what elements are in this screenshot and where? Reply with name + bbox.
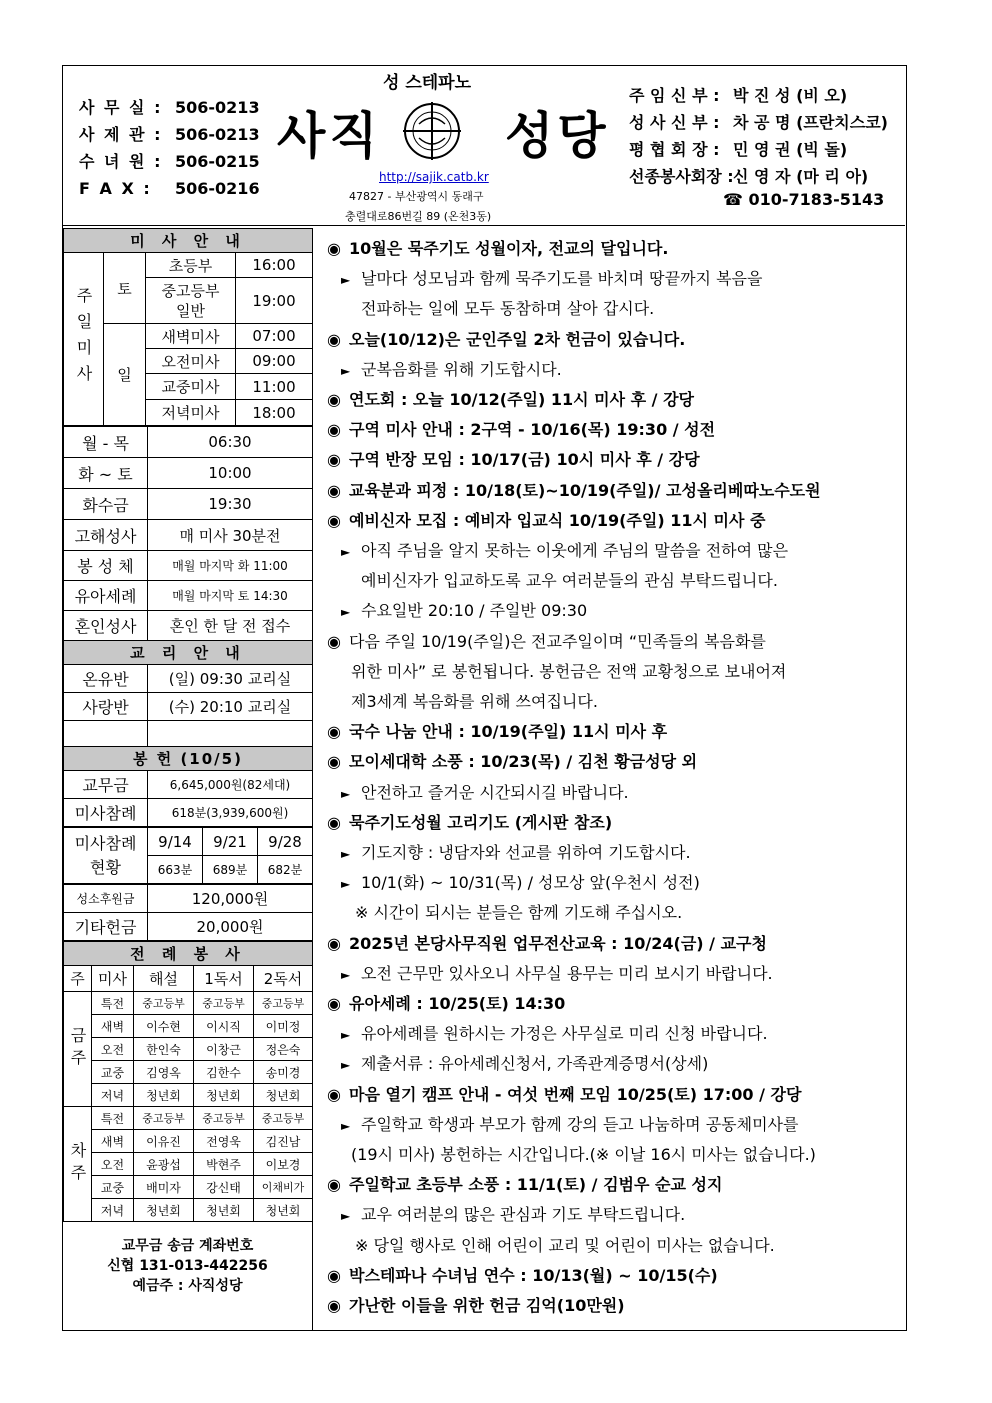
contact-list xyxy=(79,94,260,202)
arrow-icon: ► xyxy=(341,545,351,559)
schedule-time: 19:30 xyxy=(148,489,313,520)
mass-slot: 특전 xyxy=(92,1107,134,1130)
contact-row: 사 무 실 : 506-0213 xyxy=(79,98,260,117)
schedule-time: 10:00 xyxy=(148,458,313,489)
announcement-detail xyxy=(341,357,562,380)
server-name: 이창근 xyxy=(194,1038,254,1061)
announcement-text: 제3세계 복음화를 위해 쓰여집니다. xyxy=(351,692,598,711)
mass-slot: 교중 xyxy=(92,1061,134,1084)
address-line-2: 충렬대로86번길 89 (온천3동) xyxy=(345,210,492,223)
server-name: 청년회 xyxy=(254,1084,313,1107)
class-name: 사랑반 xyxy=(64,693,148,721)
announcement-item xyxy=(327,1293,625,1316)
arrow-icon: ► xyxy=(341,847,351,861)
parish-name-part2: 성당 xyxy=(505,107,610,165)
announcement-text: 10/1(화) ~ 10/31(목) / 성모상 앞(우천시 성전) xyxy=(361,873,700,893)
attendance-date: 9/14 xyxy=(148,828,203,856)
contact-row: 수 녀 원 : 506-0215 xyxy=(79,152,260,171)
server-name: 청년회 xyxy=(134,1084,194,1107)
account-title: 교무금 송금 계좌번호 xyxy=(121,1238,254,1254)
parish-name-part1: 사직 xyxy=(277,107,382,165)
liturgy-title: 전 례 봉 사 xyxy=(64,942,313,966)
schedule-name: 유아세례 xyxy=(64,581,148,611)
liturgy-header: 2독서 xyxy=(254,966,313,992)
staff-row: 성 사 신 부 : 차 공 명 (프란치스코) xyxy=(629,113,888,132)
server-name: 이채비가 xyxy=(254,1176,313,1199)
liturgy-service-table xyxy=(63,941,313,1222)
announcement-text: 국수 나눔 안내 : 10/19(주일) 11시 미사 후 xyxy=(349,722,668,742)
staff-row: 선종봉사회장 : 신 영 자 (마 리 아) xyxy=(629,167,869,186)
arrow-icon: ► xyxy=(341,273,351,288)
mass-slot: 오전 xyxy=(92,1038,134,1061)
attendance-label: 미사참례 현황 xyxy=(64,828,148,884)
server-name: 윤광섭 xyxy=(134,1153,194,1176)
announcement-item xyxy=(327,387,694,410)
server-name: 김진남 xyxy=(254,1130,313,1153)
offering-name: 교무금 xyxy=(64,771,148,799)
announcement-text: 마음 열기 캠프 안내 - 여섯 번째 모임 10/25(토) 17:00 / 강당 xyxy=(349,1084,802,1104)
mass-name: 새벽미사 xyxy=(146,324,236,349)
mass-schedule-title: 미 사 안 내 xyxy=(64,229,313,253)
bullet-icon: ◉ xyxy=(327,1296,341,1315)
bullet-icon: ◉ xyxy=(327,1265,341,1285)
announcement-text: 유아세례를 원하시는 가정은 사무실로 미리 신청 바랍니다. xyxy=(361,1024,768,1044)
announcement-detail xyxy=(341,266,762,289)
arrow-icon: ► xyxy=(341,1058,351,1073)
announcement-continuation xyxy=(351,689,598,712)
announcement-text: 오전 근무만 있사오니 사무실 용무는 미리 보시기 바랍니다. xyxy=(361,963,773,983)
class-name: 온유반 xyxy=(64,665,148,693)
offering-value: 120,000원 xyxy=(148,885,313,913)
announcement-detail xyxy=(341,1051,708,1074)
announcement-item xyxy=(327,931,767,954)
announcement-item xyxy=(327,508,765,531)
server-name: 강신태 xyxy=(194,1176,254,1199)
class-time: (수) 20:10 교리실 xyxy=(148,693,313,721)
announcement-text: 기도지향 : 냉담자와 선교를 위하여 기도합시다. xyxy=(361,843,691,862)
announcement-text: 수요일반 20:10 / 주일반 09:30 xyxy=(361,601,588,621)
staff-list xyxy=(629,82,888,190)
attendance-table xyxy=(63,827,313,884)
server-name: 중고등부 xyxy=(134,1107,194,1130)
attendance-date: 9/28 xyxy=(258,828,313,856)
account-number: 신협 131-013-442256 xyxy=(107,1258,268,1274)
announcement-text: 전파하는 일에 모두 동참하며 살아 갑시다. xyxy=(361,299,655,319)
announcement-text: 가난한 이들을 위한 헌금 김억(10만원) xyxy=(349,1296,625,1315)
offering-name: 기타헌금 xyxy=(64,913,148,941)
server-name: 청년회 xyxy=(194,1084,254,1107)
parish-name xyxy=(277,96,610,168)
bullet-icon: ◉ xyxy=(327,420,341,440)
schedule-name: 혼인성사 xyxy=(64,611,148,641)
schedule-name: 화수금 xyxy=(64,489,148,520)
announcement-text: 모이세대학 소풍 : 10/23(목) / 김천 황금성당 외 xyxy=(349,752,698,772)
arrow-icon: ► xyxy=(341,967,351,982)
announcement-item xyxy=(327,447,700,470)
mass-name: 중고등부 일반 xyxy=(146,278,236,324)
server-name: 김영옥 xyxy=(134,1061,194,1084)
announcement-text: 구역 미사 안내 : 2구역 - 10/16(목) 19:30 / 성전 xyxy=(349,420,716,440)
mass-slot: 저녁 xyxy=(92,1084,134,1107)
staff-row: 주 임 신 부 : 박 진 성 (비 오) xyxy=(629,86,848,105)
bullet-icon: ◉ xyxy=(327,752,341,772)
announcement-text: 유아세례 : 10/25(토) 14:30 xyxy=(349,994,566,1013)
liturgy-header: 1독서 xyxy=(194,966,254,992)
announcement-item xyxy=(327,810,612,833)
schedule-time: 06:30 xyxy=(148,427,313,458)
announcement-item xyxy=(327,417,715,440)
announcement-item xyxy=(327,991,565,1014)
announcement-text: 묵주기도성월 고리기도 (게시판 참조) xyxy=(349,812,613,832)
announcement-note xyxy=(355,900,682,923)
liturgy-header: 해설 xyxy=(134,966,194,992)
bullet-icon: ◉ xyxy=(327,239,341,258)
server-name: 김한수 xyxy=(194,1061,254,1084)
arrow-icon: ► xyxy=(341,786,351,801)
mass-schedule-table xyxy=(63,228,313,426)
arrow-icon: ► xyxy=(341,1028,351,1043)
announcement-text: 오늘(10/12)은 군인주일 2차 헌금이 있습니다. xyxy=(349,329,686,349)
parish-website-link[interactable]: http://sajik.catb.kr xyxy=(379,170,489,184)
contact-row: F A X : 506-0216 xyxy=(79,179,260,198)
mass-slot: 오전 xyxy=(92,1153,134,1176)
announcement-text: 다음 주일 10/19(주일)은 전교주일이며 “민족들의 복음화를 xyxy=(349,631,766,651)
announcement-text: 2025년 본당사무직원 업무전산교육 : 10/24(금) / 교구청 xyxy=(349,933,767,953)
announcement-detail xyxy=(341,961,773,984)
mass-slot: 저녁 xyxy=(92,1199,134,1222)
weekday-schedule-table xyxy=(63,426,313,827)
server-name: 이수현 xyxy=(134,1015,194,1038)
announcement-detail xyxy=(341,538,788,561)
announcement-item xyxy=(327,629,766,652)
server-name: 청년회 xyxy=(254,1199,313,1222)
announcement-text: 구역 반장 모임 : 10/17(금) 10시 미사 후 / 강당 xyxy=(349,450,700,470)
server-name: 한인숙 xyxy=(134,1038,194,1061)
attendance-date: 9/21 xyxy=(203,828,258,856)
schedule-time: 매월 마지막 화 11:00 xyxy=(148,551,313,581)
announcement-text: 제출서류 : 유아세례신청서, 가족관계증명서(상세) xyxy=(361,1054,709,1074)
mass-time: 11:00 xyxy=(236,374,313,400)
mass-time: 18:00 xyxy=(236,400,313,426)
announcement-note xyxy=(355,1233,775,1256)
announcement-detail xyxy=(341,840,691,863)
announcement-detail xyxy=(341,1021,768,1044)
contact-row: 사 제 관 : 506-0213 xyxy=(79,125,260,144)
mass-name: 교중미사 xyxy=(146,374,236,400)
announcement-continuation xyxy=(351,659,786,682)
week-label: 금주 xyxy=(64,992,92,1107)
schedule-name: 봉 성 체 xyxy=(64,551,148,581)
announcement-text: ※ 시간이 되시는 분들은 함께 기도해 주십시오. xyxy=(355,903,683,923)
server-name: 이미정 xyxy=(254,1015,313,1038)
server-name: 중고등부 xyxy=(254,992,313,1015)
announcement-item xyxy=(327,1082,801,1105)
announcement-item xyxy=(327,236,668,259)
arrow-icon: ► xyxy=(341,1118,351,1133)
schedule-name: 화 ~ 토 xyxy=(64,458,148,489)
parish-subtitle: 성 스테파노 xyxy=(383,73,472,93)
mass-slot: 교중 xyxy=(92,1176,134,1199)
mass-slot: 새벽 xyxy=(92,1015,134,1038)
server-name: 청년회 xyxy=(194,1199,254,1222)
empty-cell xyxy=(64,721,148,747)
schedule-time: 혼인 한 달 전 접수 xyxy=(148,611,313,641)
server-name: 배미자 xyxy=(134,1176,194,1199)
announcement-text: 박스테파나 수녀님 연수 : 10/13(월) ~ 10/15(수) xyxy=(349,1265,718,1285)
announcement-detail xyxy=(341,780,629,803)
schedule-time: 매 미사 30분전 xyxy=(148,520,313,551)
cross-logo-icon xyxy=(401,100,463,162)
mass-time: 16:00 xyxy=(236,253,313,278)
bullet-icon: ◉ xyxy=(327,722,341,742)
bullet-icon: ◉ xyxy=(327,812,341,832)
mass-time: 19:00 xyxy=(236,278,313,324)
server-name: 전영욱 xyxy=(194,1130,254,1153)
empty-cell xyxy=(148,721,313,747)
mass-name: 저녁미사 xyxy=(146,400,236,426)
bullet-icon: ◉ xyxy=(327,933,341,953)
announcement-continuation xyxy=(361,296,654,319)
announcement-text: 교육분과 피정 : 10/18(토)~10/19(주일)/ 고성올리베따노수도원 xyxy=(349,480,821,500)
bullet-icon: ◉ xyxy=(327,390,341,409)
arrow-icon: ► xyxy=(341,363,351,378)
announcement-text: 안전하고 즐거운 시간되시길 바랍니다. xyxy=(361,782,629,802)
server-name: 중고등부 xyxy=(194,1107,254,1130)
mass-slot: 특전 xyxy=(92,992,134,1015)
server-name: 박현주 xyxy=(194,1153,254,1176)
mass-time: 09:00 xyxy=(236,349,313,374)
catechism-title: 교 리 안 내 xyxy=(64,641,313,665)
bullet-icon: ◉ xyxy=(327,994,341,1013)
announcement-text: 날마다 성모님과 함께 묵주기도를 바치며 땅끝까지 복음을 xyxy=(361,269,763,289)
offering-value: 6,645,000원(82세대) xyxy=(148,771,313,799)
announcement-text: 주일학교 초등부 소풍 : 11/1(토) / 김범우 순교 성지 xyxy=(349,1175,723,1195)
announcement-continuation xyxy=(351,1142,816,1165)
offering-name: 성소후원금 xyxy=(64,885,148,913)
announcement-item xyxy=(327,327,685,350)
server-name: 정은숙 xyxy=(254,1038,313,1061)
mass-slot: 새벽 xyxy=(92,1130,134,1153)
announcement-text: 10월은 묵주기도 성월이자, 전교의 달입니다. xyxy=(349,239,669,258)
bullet-icon: ◉ xyxy=(327,510,341,530)
bulletin-header xyxy=(63,66,905,226)
announcement-text: (19시 미사) 봉헌하는 시간입니다.(※ 이날 16시 미사는 없습니다.) xyxy=(351,1145,816,1164)
announcement-detail xyxy=(341,598,587,621)
bullet-icon: ◉ xyxy=(327,450,341,470)
attendance-count: 689분 xyxy=(203,856,258,884)
phone-number: ☎ 010-7183-5143 xyxy=(723,190,885,209)
announcement-item xyxy=(327,478,821,501)
liturgy-header: 주 xyxy=(64,966,92,992)
bullet-icon: ◉ xyxy=(327,1084,341,1104)
sunday-label: 일 xyxy=(104,324,146,426)
server-name: 중고등부 xyxy=(134,992,194,1015)
announcement-detail xyxy=(341,1112,798,1135)
saturday-label: 토 xyxy=(104,253,146,324)
offering-value: 618분(3,939,600원) xyxy=(148,799,313,827)
server-name: 이유진 xyxy=(134,1130,194,1153)
bullet-icon: ◉ xyxy=(327,480,341,500)
server-name: 송미경 xyxy=(254,1061,313,1084)
mass-name: 오전미사 xyxy=(146,349,236,374)
week-label: 차주 xyxy=(64,1107,92,1222)
announcement-item xyxy=(327,1172,722,1195)
account-holder: 예금주 : 사직성당 xyxy=(132,1278,243,1294)
arrow-icon: ► xyxy=(341,877,351,892)
bullet-icon: ◉ xyxy=(327,329,341,349)
announcement-item xyxy=(327,719,667,742)
announcement-text: 연도회 : 오늘 10/12(주일) 11시 미사 후 / 강당 xyxy=(349,390,694,409)
announcement-text: ※ 당일 행사로 인해 어린이 교리 및 어린이 미사는 없습니다. xyxy=(355,1235,775,1255)
bullet-icon: ◉ xyxy=(327,1175,341,1195)
liturgy-header: 미사 xyxy=(92,966,134,992)
announcement-item xyxy=(327,1263,718,1286)
schedule-time: 매월 마지막 토 14:30 xyxy=(148,581,313,611)
offering-name: 미사참례 xyxy=(64,799,148,827)
server-name: 청년회 xyxy=(134,1199,194,1222)
server-name: 이시직 xyxy=(194,1015,254,1038)
offering-value: 20,000원 xyxy=(148,913,313,941)
announcement-text: 주일학교 학생과 부모가 함께 강의 듣고 나눔하며 공동체미사를 xyxy=(361,1114,799,1134)
announcements-panel xyxy=(315,228,905,1330)
announcement-text: 위한 미사” 로 봉헌됩니다. 봉헌금은 전액 교황청으로 보내어져 xyxy=(351,661,787,681)
left-sidebar xyxy=(63,228,313,1330)
arrow-icon: ► xyxy=(341,1209,351,1224)
server-name: 이보경 xyxy=(254,1153,313,1176)
mass-name: 초등부 xyxy=(146,253,236,278)
schedule-name: 고해성사 xyxy=(64,520,148,551)
attendance-count: 682분 xyxy=(258,856,313,884)
arrow-icon: ► xyxy=(341,605,351,620)
class-time: (일) 09:30 교리실 xyxy=(148,665,313,693)
announcement-text: 아직 주님을 알지 못하는 이웃에게 주님의 말씀을 전하여 많은 xyxy=(361,541,789,560)
announcement-continuation xyxy=(361,568,778,591)
announcement-item xyxy=(327,749,697,772)
sunday-mass-label: 주일미사 xyxy=(64,253,104,426)
offering-title: 봉 헌 (10/5) xyxy=(64,747,313,771)
announcement-text: 군복음화를 위해 기도합시다. xyxy=(361,359,562,379)
attendance-count: 663분 xyxy=(148,856,203,884)
announcement-text: 교우 여러분의 많은 관심과 기도 부탁드립니다. xyxy=(361,1205,686,1225)
schedule-name: 월 - 목 xyxy=(64,427,148,458)
bulletin-frame xyxy=(62,65,907,1331)
bullet-icon: ◉ xyxy=(327,631,341,651)
staff-row: 평 협 회 장 : 민 영 권 (빅 돌) xyxy=(629,140,848,159)
server-name: 중고등부 xyxy=(254,1107,313,1130)
extra-offering-table xyxy=(63,884,313,941)
address-line-1: 47827 - 부산광역시 동래구 xyxy=(349,190,484,203)
announcement-detail xyxy=(341,870,700,893)
announcement-detail xyxy=(341,1202,685,1225)
server-name: 중고등부 xyxy=(194,992,254,1015)
announcement-text: 예비신자가 입교하도록 교우 여러분들의 관심 부탁드립니다. xyxy=(361,571,778,591)
announcement-text: 예비신자 모집 : 예비자 입교식 10/19(주일) 11시 미사 중 xyxy=(349,510,766,530)
account-info xyxy=(63,1222,312,1296)
mass-time: 07:00 xyxy=(236,324,313,349)
